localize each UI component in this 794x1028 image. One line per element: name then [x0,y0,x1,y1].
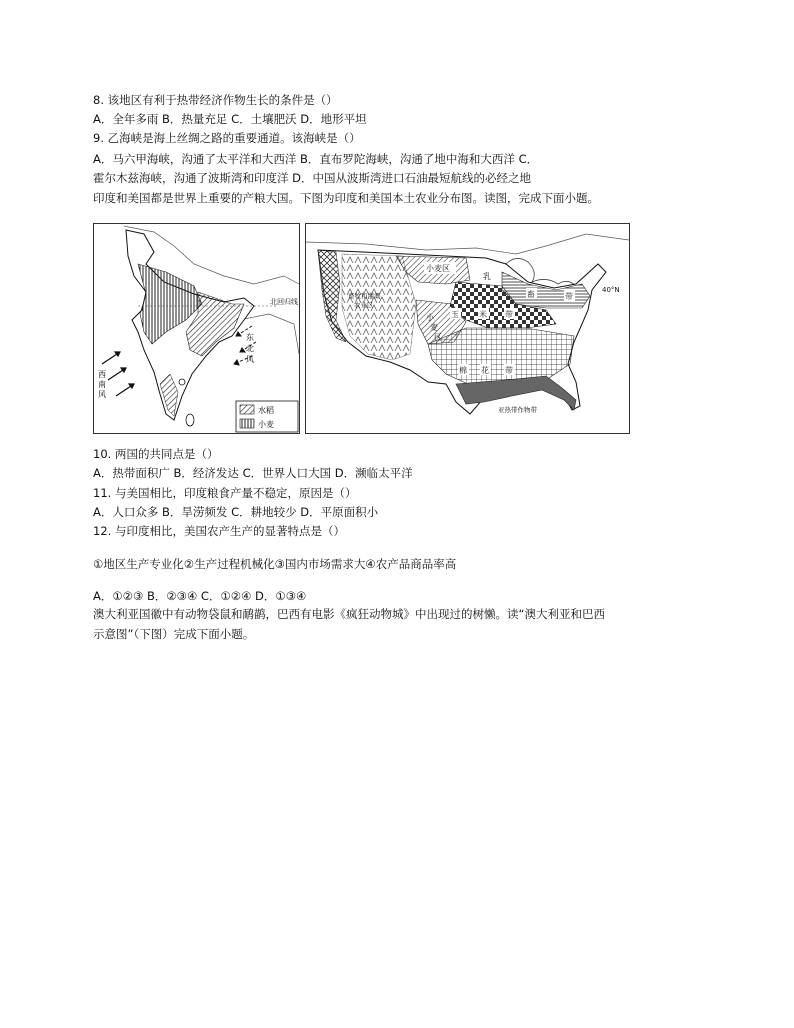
q8-stem: 8. 该地区有利于热带经济作物生长的条件是（） [93,93,338,107]
label-corn-3: 带 [505,310,513,319]
q12-choices: ①地区生产专业化②生产过程机械化③国内市场需求大④农产品商品率高 [93,557,457,571]
q12-stem: 12. 与印度相比，美国农产生产的显著特点是（） [93,524,345,538]
sw-wind-1: 西 [98,370,106,379]
q9-stem: 9. 乙海峡是海上丝绸之路的重要通道。该海峡是（） [93,131,361,145]
sw-wind-2: 南 [98,380,106,389]
label-wheat-zone: 小麦区 [426,264,450,273]
usa-agriculture-map [305,223,630,434]
q11-options: A．人口众多 B．旱涝频发 C．耕地较少 D．平原面积小 [93,505,379,519]
q9-options-line1: A．马六甲海峡，沟通了太平洋和大西洋 B．直布罗陀海峡，沟通了地中海和大西洋 C． [93,152,539,166]
q10-stem: 10. 两国的共同点是（） [93,447,219,461]
label-grazing-1: 畜牧和灌溉 [348,292,381,300]
india-legend [236,401,298,432]
label-mixed-1: 小 [426,313,434,322]
sw-wind-3: 风 [98,390,106,399]
label-subtropical: 亚热带作物带 [498,406,537,414]
q12-options: A．①②③ B．②③④ C．①②④ D．①③④ [93,589,307,603]
label-corn-1: 玉 [451,310,459,319]
legend-rice: 水稻 [258,406,274,415]
india-agriculture-map [93,223,300,434]
label-latitude: 40°N [602,286,620,294]
q8-options: A．全年多雨 B．热量充足 C．土壤肥沃 D．地形平坦 [93,112,367,126]
label-cotton-2: 花 [481,366,489,375]
label-corn-2: 米 [479,310,487,319]
ne-wind-3: 风 [246,355,254,364]
legend-wheat: 小麦 [258,420,274,429]
ne-wind-1: 东 [246,333,254,342]
intro-questions-10-12: 印度和美国都是世界上重要的产粮大国。下图为印度和美国本土农业分布图。读图，完成下面小题。 [93,191,599,205]
label-dairy-2: 畜 [527,290,535,299]
label-grazing-2: 农业区 [354,301,374,309]
q11-stem: 11. 与美国相比，印度粮食产量不稳定，原因是（） [93,486,357,500]
q10-options: A．热带面积广 B．经济发达 C．世界人口大国 D．濒临太平洋 [93,466,413,480]
intro-next-line2: 示意图”（下图）完成下面小题。 [93,627,255,641]
southwest-wind-arrows [102,352,134,396]
label-cotton-3: 带 [505,366,513,375]
tropic-label: 北回归线 [270,298,298,306]
q9-options-line2: 霍尔木兹海峡，沟通了波斯湾和印度洋 D．中国从波斯湾进口石油最短航线的必经之地 [93,171,532,185]
label-dairy-3: 带 [565,292,573,301]
label-cotton-1: 棉 [459,366,467,375]
label-mixed-2: 麦 [430,323,438,332]
ne-wind-2: 北 [246,344,254,353]
label-mixed-3: 区 [434,333,442,342]
intro-next-line1: 澳大利亚国徽中有动物袋鼠和鸸鹋，巴西有电影《疯狂动物城》中出现过的树懒。读“澳大利亚和巴西 [93,607,605,621]
label-dairy-1: 乳 [483,272,491,281]
